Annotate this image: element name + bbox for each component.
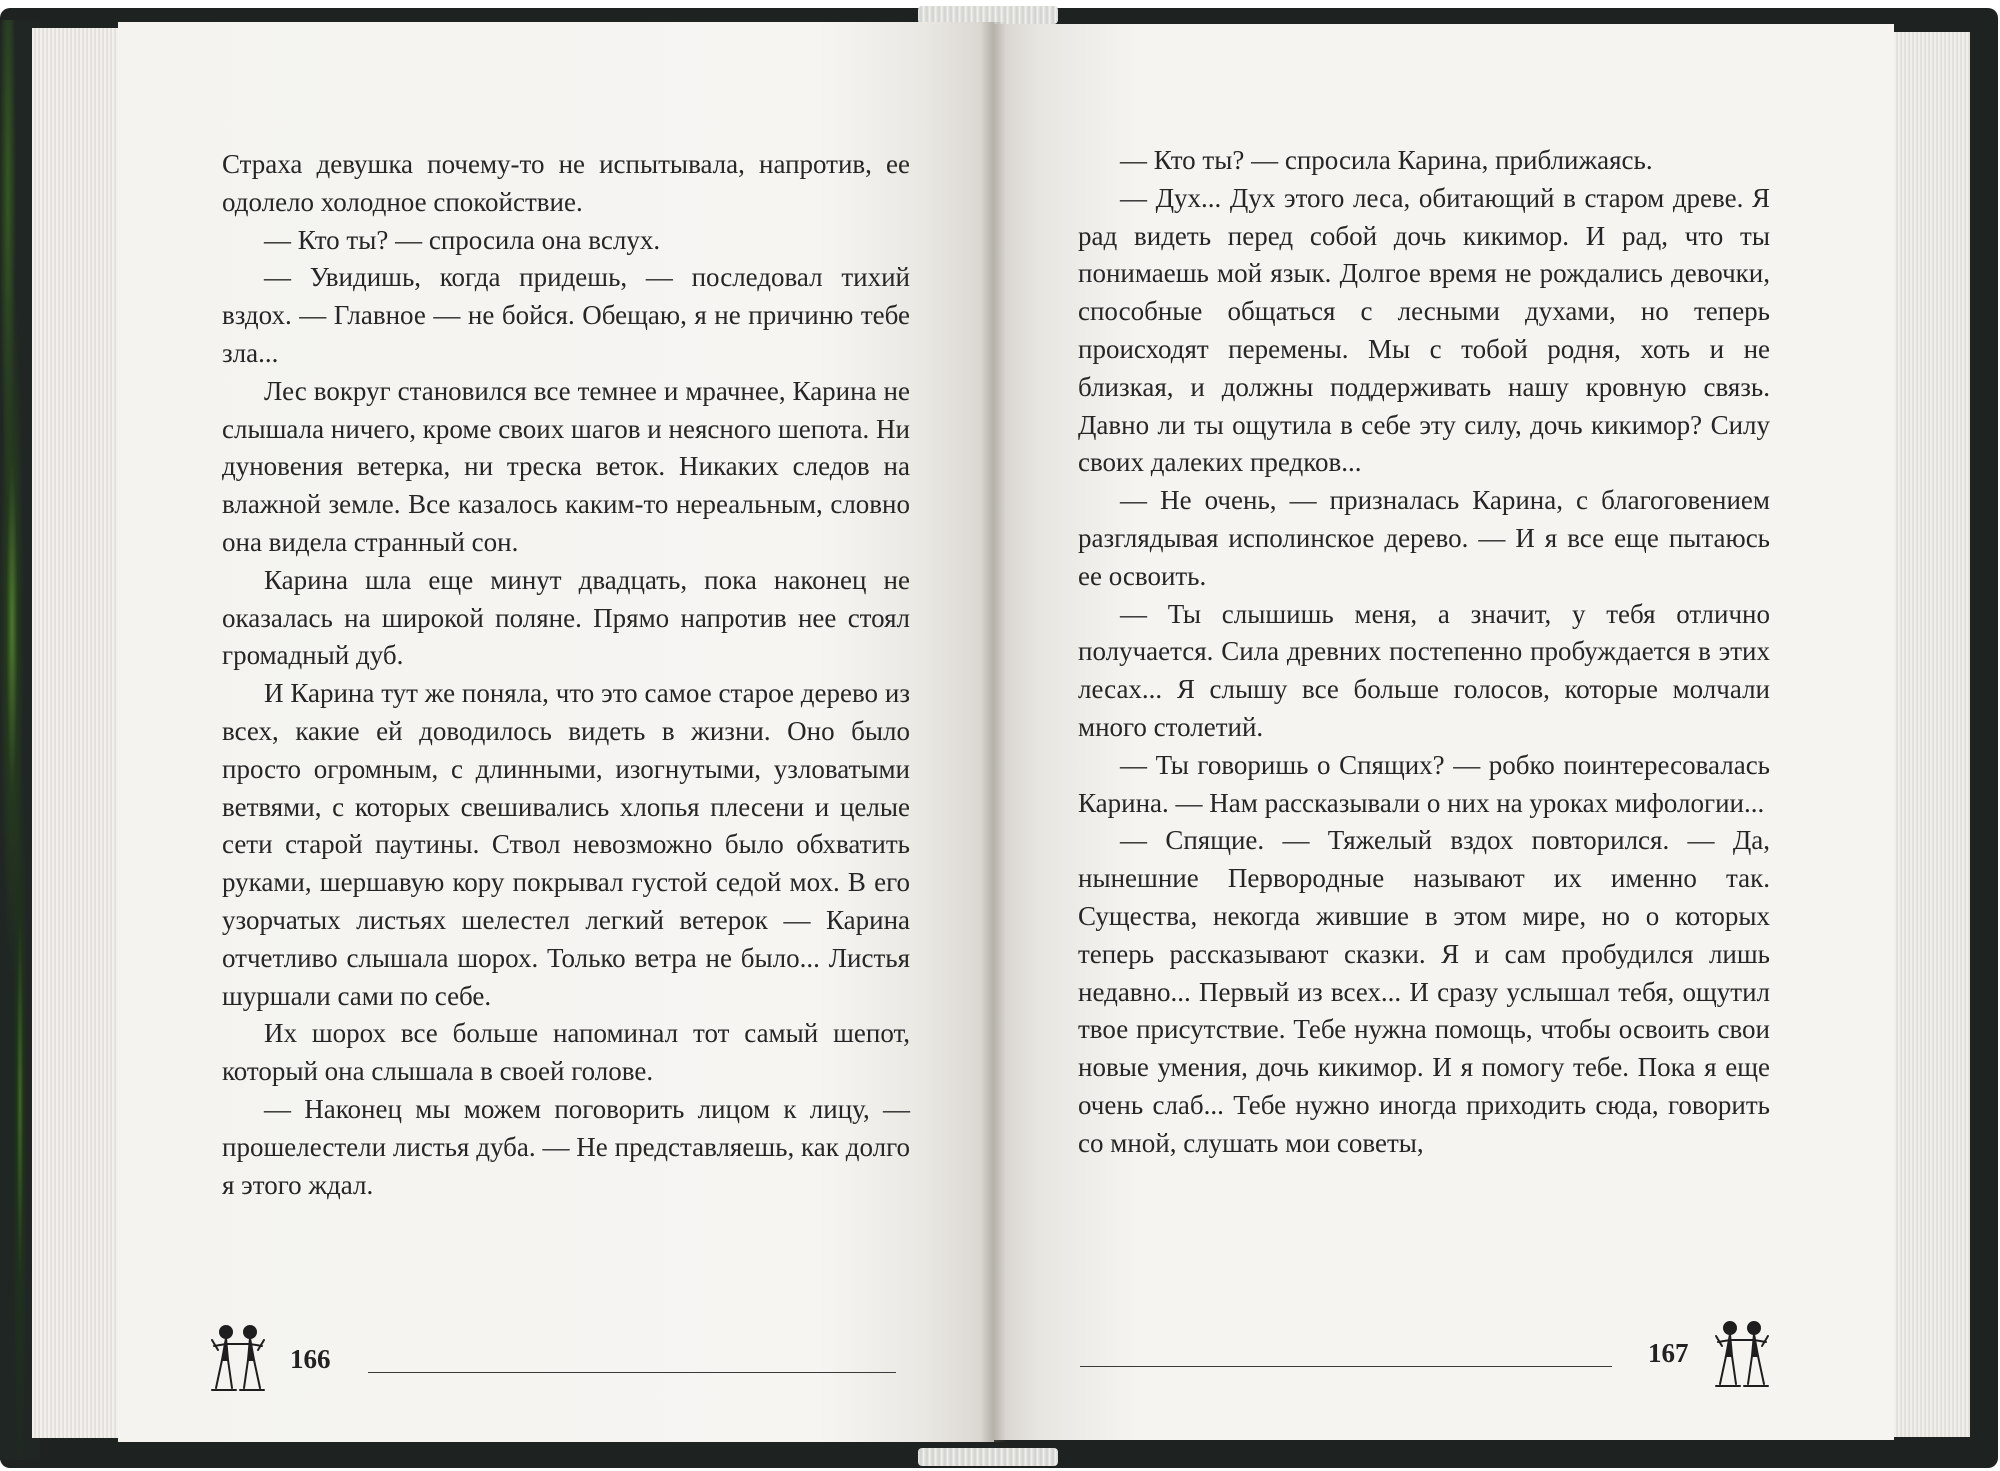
paragraph: — Не очень, — призналась Карина, с благоговением разглядывая исполинское дерево. — И я все еще пытаюсь ее освоить. (1078, 485, 1770, 591)
book-gutter (980, 22, 1006, 1442)
paragraph: — Наконец мы можем поговорить лицом к лицу, — прошелестели листья дуба. — Не представляешь, как долго я этого ждал. (222, 1093, 910, 1200)
footer-rule-left (368, 1372, 896, 1373)
left-page-text (222, 146, 910, 1204)
paragraph: — Кто ты? — спросила она вслух. (264, 224, 661, 255)
paragraph: Страха девушка почему-то не испытывала, напротив, ее одолело холодное спокойствие. (222, 149, 910, 217)
paragraph: — Дух... Дух этого леса, обитающий в старом древе. Я рад видеть перед собой дочь кикимор. И рад, что ты понимаешь мой язык. Долгое время не рождались девочки, способные общаться с лесными духами, но теперь происходят перемены. Мы с тобой родня, хоть и не близкая, и должны поддерживать нашу кровную связь. Давно ли ты ощутила в себе эту силу, дочь кикимор? Силу своих далеких предков... (1078, 182, 1770, 478)
gemini-twins-icon (208, 1320, 268, 1394)
paragraph: — Увидишь, когда придешь, — последовал тихий вздох. — Главное — не бойся. Обещаю, я не причиню тебе зла... (222, 262, 910, 368)
paragraph: — Спящие. — Тяжелый вздох повторился. — Да, нынешние Перворoдные называют их именно так. Существа, некогда жившие в этом мире, но о которых теперь рассказывают сказки. Я и сам пробудился лишь недавно... Первый из всех... И сразу услышал тебя, ощутил твое присутствие. Тебе нужна помощь, чтобы освоить свои новые умения, дочь кикимор. И я помогу тебе. Пока я еще очень слаб... Тебе нужно иногда приходить сюда, говорить со мной, слушать мои советы, (1078, 825, 1770, 1158)
paragraph: Лес вокруг становился все темнее и мрачнее, Карина не слышала ничего, кроме своих шагов и неясного шепота. Ни дуновения ветерка, ни треска веток. Никаких следов на влажной земле. Все казалось каким-то нереальным, словно она видела странный сон. (222, 375, 910, 557)
footer-rule-right (1080, 1366, 1612, 1367)
page-number-left: 166 (290, 1344, 331, 1374)
gemini-twins-icon (1712, 1316, 1772, 1390)
paragraph: — Кто ты? — спросила Карина, приближаясь. (1120, 145, 1653, 175)
headband-bottom (918, 1448, 1058, 1466)
page-number-right: 167 (1648, 1338, 1689, 1368)
right-page-text (1078, 142, 1770, 1163)
paragraph: Карина шла еще минут двадцать, пока наконец не оказалась на широкой поляне. Прямо напротив нее стоял громадный дуб. (222, 564, 910, 671)
paragraph: Их шорох все больше напоминал тот самый шепот, который она слышала в своей голове. (222, 1018, 910, 1087)
paragraph: И Карина тут же поняла, что это самое старое дерево из всех, какие ей доводилось видеть в жизни. Оно было просто огромным, с длинными, изогнутыми, узловатыми ветвями, с которых свешивались хлопья плесени и целые сети старой паутины. Ствол невозможно было обхватить руками, шершавую кору покрывал густой седой мох. В его узорчатых листьях шелестел легкий ветерок — Карина отчетливо слышала шорох. Только ветра не было... Листья шуршали сами по себе. (222, 678, 910, 1011)
paragraph: — Ты говоришь о Спящих? — робко поинтересовалась Карина. — Нам рассказывали о них на уроках мифологии... (1078, 749, 1770, 818)
paragraph: — Ты слышишь меня, а значит, у тебя отлично получается. Сила древних постепенно пробуждается в этих лесах... Я слышу все больше голосов, которые молчали много столетий. (1078, 598, 1770, 742)
